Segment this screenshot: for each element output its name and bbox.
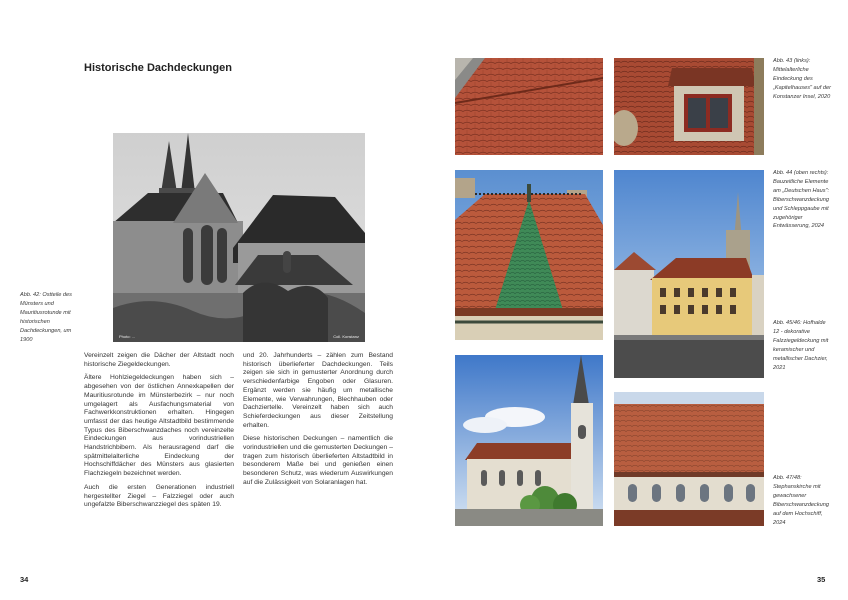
photo-stephanskirche-roof [614,392,764,526]
photo-hofhalde-street [614,170,764,378]
photo-muenster-historic [113,133,365,342]
body-column-1 [84,352,234,515]
paragraph: Ältere Hohlziegeldeckungen haben sich – abgesehen von der östlichen Annexkapellen der Mauritiusrotunde im Münsterbezirk – nur noch umgelagert als Ausfachungsmaterial von Fachwerkkonstruktionen erhalten. Hingegen umfasst der das heutige Altstadtbild bestimmende Typus des Biberschwanzdaches noch vereinzelte Eindeckungen aus vorindustriellen Handstrichbibern. Als herausragend darf die spätmittelalterliche Eindeckung der Hochschiffdächer des Münsters aus glasierten Flachziegeln bezeichnet werden. [84,374,234,478]
caption-fig45: Abb. 45/46: Hofhalde 12 - dekorative Falzziegeldeckung mit keramischer und metallischer Dachzier, 2021 [773,320,829,371]
paragraph: Auch die ersten Generationen industriell hergestellter Ziegel – Falzziegel oder auch ungefalzte Biberschwanzziegel des späten 19. [84,483,234,509]
caption-fig44: Abb. 44 (oben rechts): Bauzeitliche Elemente am „Deutschen Haus": Biberschwanzdeckung und Schleppgaube mit zugehöriger Entwässerung, 2024 [773,170,830,230]
page-number-left: 34 [20,575,29,584]
caption-fig43: Abb. 43 (links): Mittelalterliche Eindeckung des „Kapitelhauses" auf der Konstanzer Insel, 2020 [773,58,831,100]
photo-kapitelhaus-roof [455,58,603,155]
page-number-right: 35 [817,575,826,584]
photo-credit-left: Photo: ... [119,334,136,339]
caption-fig42: Abb. 42: Ostteile des Münsters und Mauritiusrotunde mit historischen Dachdeckungen, um 1900 [20,292,72,343]
caption-fig47: Abb. 47/48: Stephanskirche mit gewachsener Biberschwanzdeckung auf dem Hochschiff, 2024 [773,475,829,526]
section-heading: Historische Dachdeckungen [84,62,232,74]
paragraph: Vereinzelt zeigen die Dächer der Altstadt noch historische Ziegeldeckungen. [84,352,234,368]
photo-deutsches-haus-dormer [614,58,764,155]
photo-stephanskirche-church [455,355,603,526]
paragraph: Diese historischen Deckungen – namentlich die vorindustriellen und die gemusterten Deckungen – tragen zum historisch überlieferten Altstadtbild in besonderem Maße bei und genießen einen besonderen Schutz, was wiederum Auswirkungen auf die Zulässigkeit von Solaranlagen hat. [243,435,393,486]
paragraph: und 20. Jahrhunderts – zählen zum Bestand historisch überlieferter Dachdeckungen. Teils zeigen sie sich in gemusterter Anordnung durch verschiedenfarbige Engoben oder Glasuren. Ergänzt werden sie häufig um metallische Elemente, wie Verwahrungen, Blechhauben oder Dachziertelle. Vereinzelt haben sich auch Schieferdeckungen aus dieser Zeitstellung erhalten. [243,352,393,429]
body-column-2 [243,352,393,493]
photo-hofhalde-roof [455,170,603,340]
photo-credit-right: Coll. Konstanz [333,334,359,339]
